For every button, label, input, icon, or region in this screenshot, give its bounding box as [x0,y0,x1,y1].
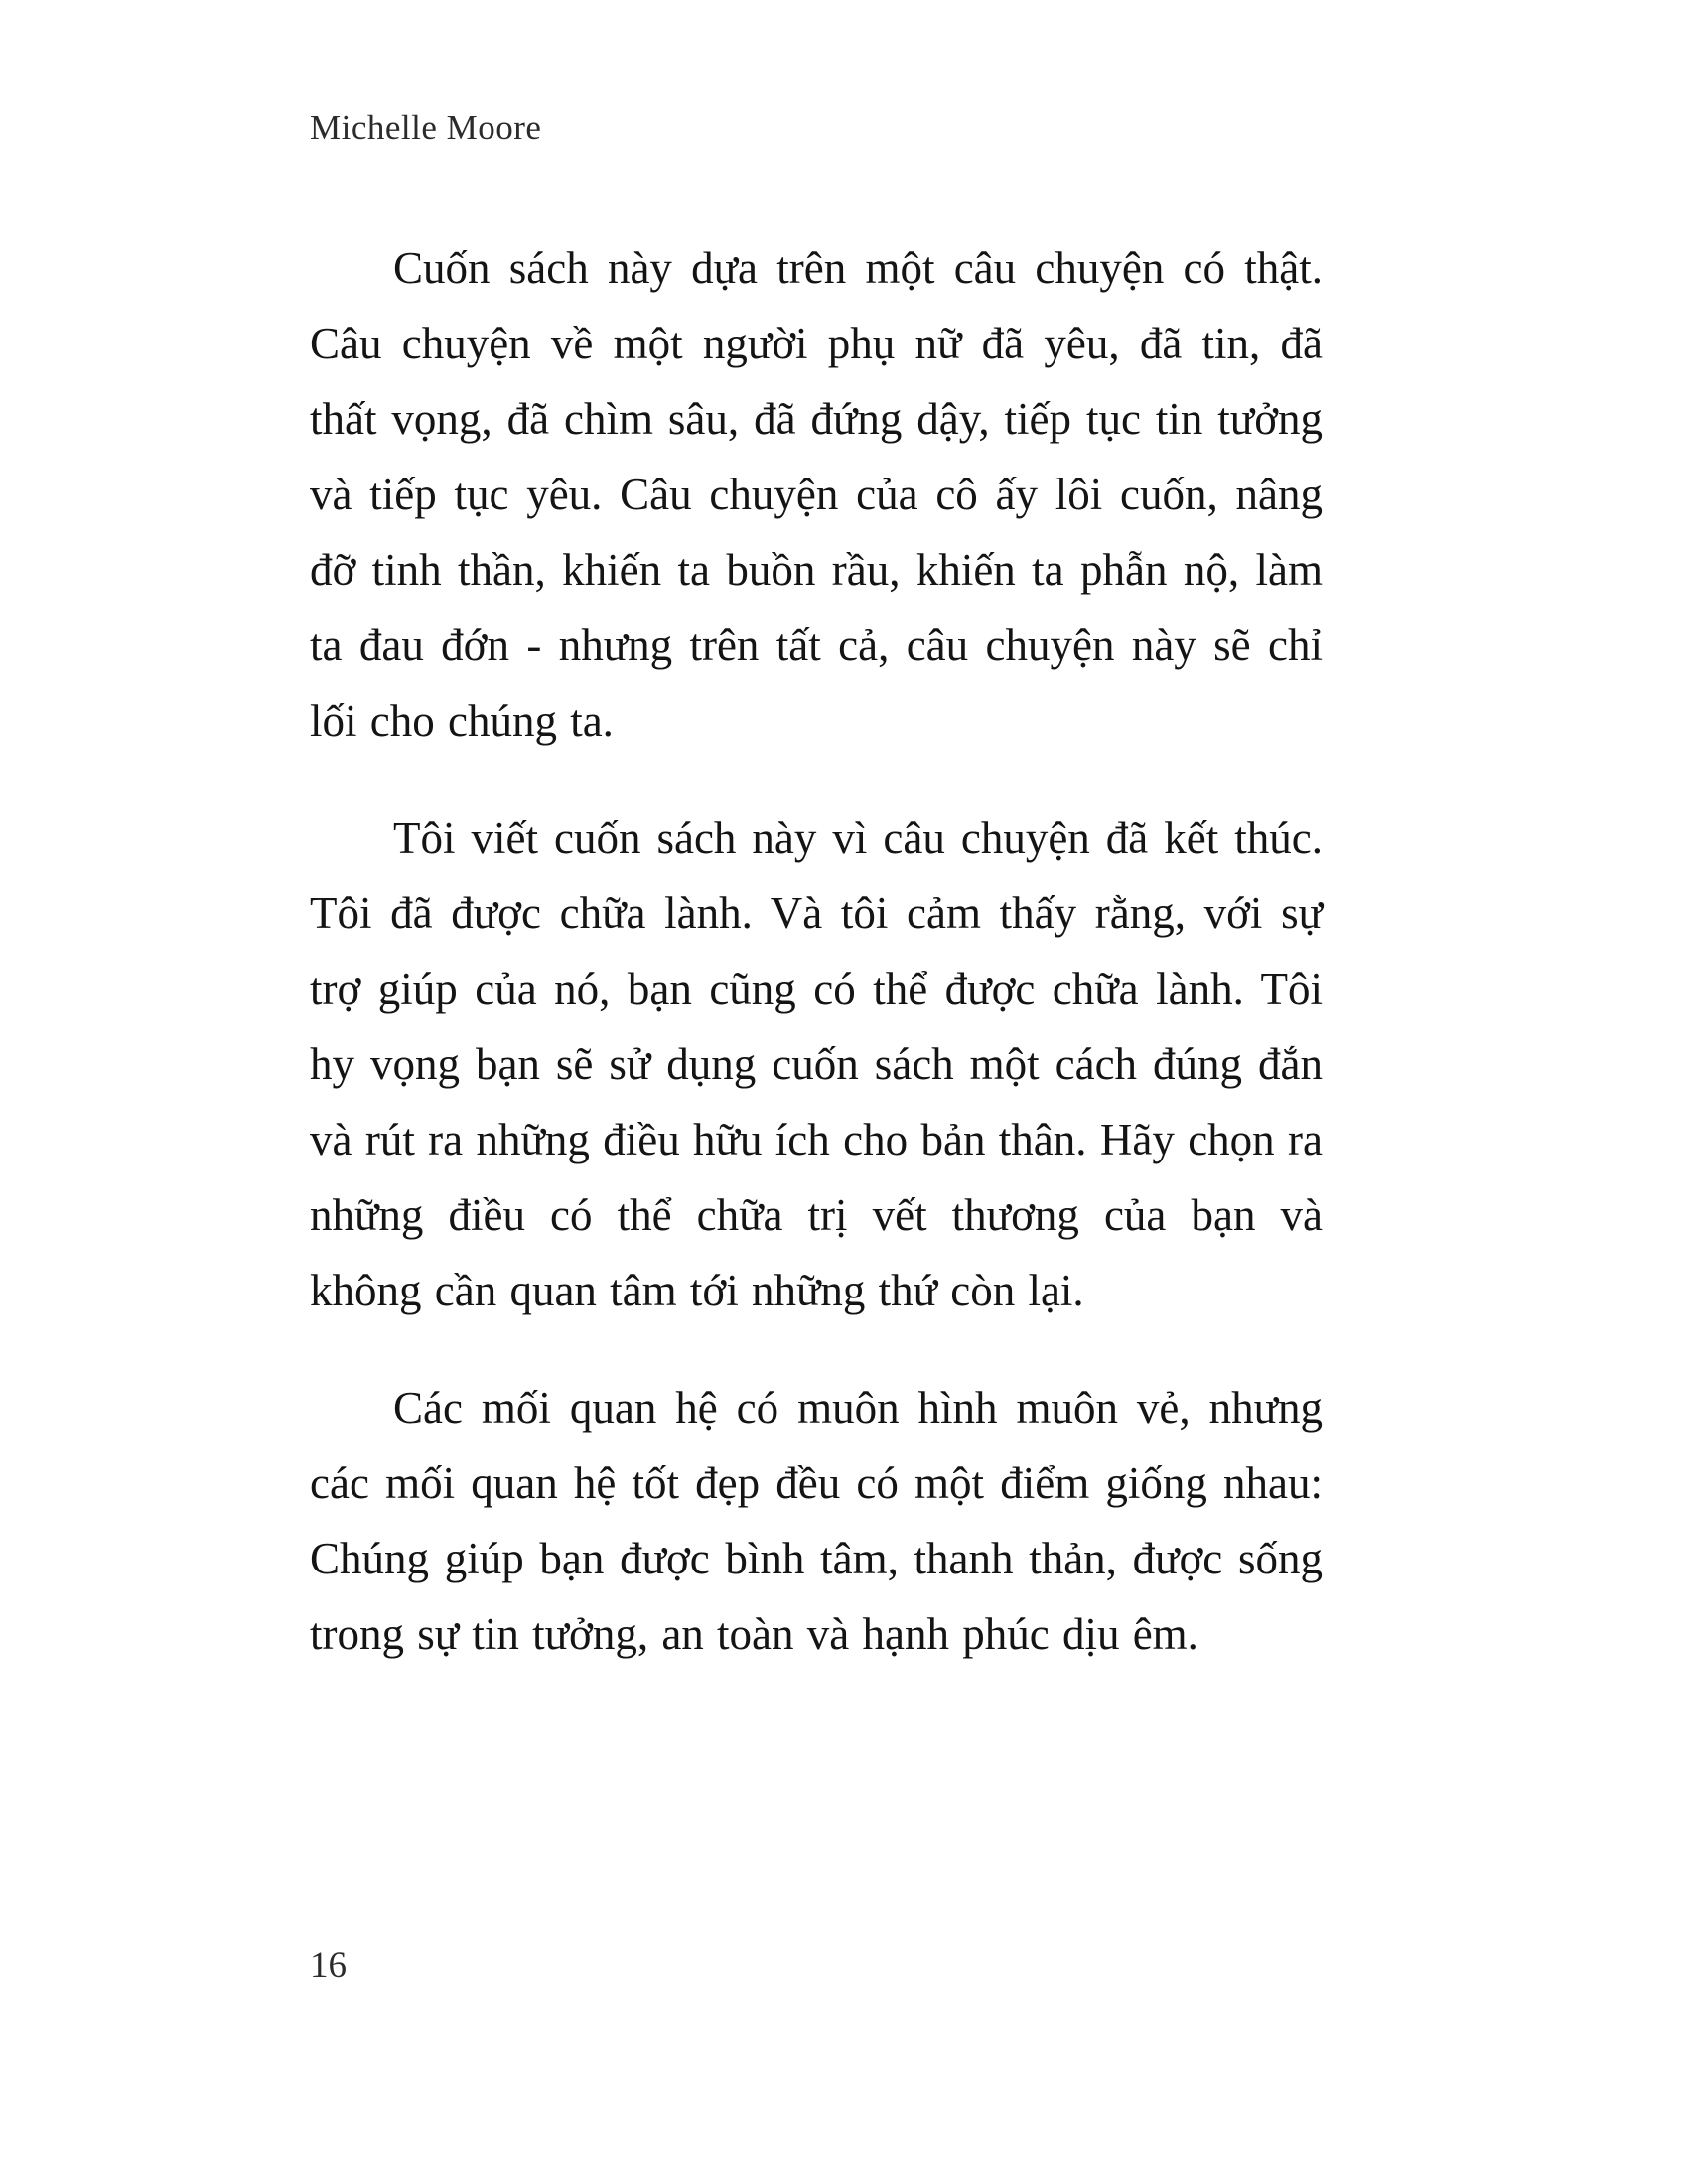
body-paragraph-2: Tôi viết cuốn sách này vì câu chuyện đã kết thúc. Tôi đã được chữa lành. Và tôi cảm thấy rằng, với sự trợ giúp của nó, bạn cũng có thể được chữa lành. Tôi hy vọng bạn sẽ sử dụng cuốn sách một cách đúng đắn và rút ra những điều hữu ích cho bản thân. Hãy chọn ra những điều có thể chữa trị vết thương của bạn và không cần quan tâm tới những thứ còn lại. [310,813,1323,1315]
body-text [310,230,1323,1672]
running-header: Michelle Moore [310,108,542,147]
body-paragraph-1: Cuốn sách này dựa trên một câu chuyện có thật. Câu chuyện về một người phụ nữ đã yêu, đã tin, đã thất vọng, đã chìm sâu, đã đứng dậy, tiếp tục tin tưởng và tiếp tục yêu. Câu chuyện của cô ấy lôi cuốn, nâng đỡ tinh thần, khiến ta buồn rầu, khiến ta phẫn nộ, làm ta đau đớn - nhưng trên tất cả, câu chuyện này sẽ chỉ lối cho chúng ta. [310,243,1323,746]
body-paragraph-3: Các mối quan hệ có muôn hình muôn vẻ, nhưng các mối quan hệ tốt đẹp đều có một điểm giống nhau: Chúng giúp bạn được bình tâm, thanh thản, được sống trong sự tin tưởng, an toàn và hạnh phúc dịu êm. [310,1383,1323,1659]
page-number: 16 [310,1945,347,1985]
